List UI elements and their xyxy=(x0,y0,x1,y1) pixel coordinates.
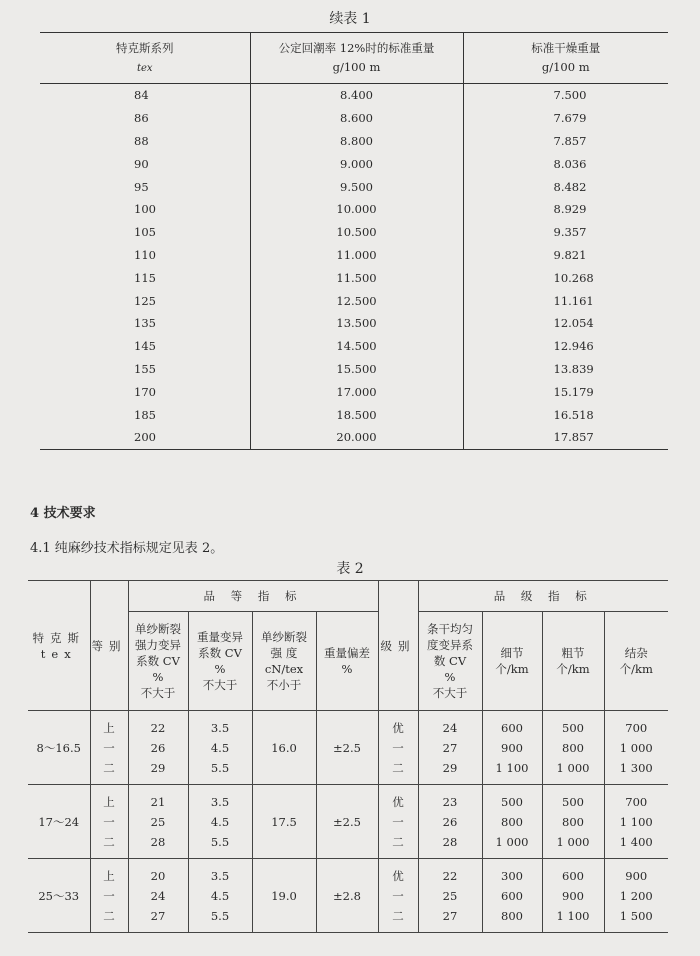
table2-cell-classes xyxy=(378,711,418,785)
table2-cell-weight-dev: ±2.8 xyxy=(316,859,378,933)
table2-cell-evenness-cv-value: 28 xyxy=(442,834,458,849)
table1-cell-dry-weight: 13.839 xyxy=(553,361,594,376)
table1-cell-dry-weight: 9.821 xyxy=(553,247,587,262)
table2-cell-thin-value: 500 xyxy=(501,794,523,809)
table1-header-dry-weight: 标准干燥重量 g/100 m xyxy=(463,33,668,84)
table1-header-tex: 特克斯系列 tex xyxy=(40,33,250,84)
table2-cell-classes-value: 一 xyxy=(392,740,404,755)
table2-cell-strength: 19.0 xyxy=(252,859,316,933)
table1-cell-tex: 200 xyxy=(40,426,250,449)
table2-cell-thick-value: 800 xyxy=(562,740,584,755)
table2-cell-evenness-cv xyxy=(418,785,482,859)
table2-header-strength-cv: 单纱断裂 强力变异 系数 CV % 不大于 xyxy=(128,612,188,711)
table2-cell-neps-value: 900 xyxy=(625,868,648,883)
table2-cell-thin-value: 600 xyxy=(501,888,523,903)
table2-cell-grades-value: 上 xyxy=(103,868,115,883)
table1-cell-dry-weight: 17.857 xyxy=(553,430,594,445)
table1-cell-tex: 110 xyxy=(40,244,250,267)
table-row xyxy=(40,426,668,449)
table1-cell-tex: 95 xyxy=(40,175,250,198)
table1-cell-dry-weight: 11.161 xyxy=(553,293,594,308)
table1-cell-std-weight: 17.000 xyxy=(250,380,463,403)
table1-cell-tex: 135 xyxy=(40,312,250,335)
table1-cell-std-weight: 13.500 xyxy=(250,312,463,335)
table2-cell-thin-value: 800 xyxy=(501,814,523,829)
table2-cell-evenness-cv-value: 23 xyxy=(442,794,458,809)
table2-cell-classes-value: 优 xyxy=(392,868,404,883)
table2-header-thick: 粗节 个/km xyxy=(542,612,604,711)
table2-cell-thin-value: 1 100 xyxy=(495,760,529,775)
table2-cell-weight-cv-value: 5.5 xyxy=(210,834,230,849)
table2-cell-neps-value: 700 xyxy=(625,720,648,735)
table1-cell-std-weight: 11.000 xyxy=(250,244,463,267)
table2-cell-neps xyxy=(604,859,668,933)
table1-cell-std-weight: 15.500 xyxy=(250,358,463,381)
table2-cell-strength-cv xyxy=(128,711,188,785)
table1-cell-dry-weight: 10.268 xyxy=(553,270,594,285)
table2-cell-grades-value: 一 xyxy=(103,814,115,829)
table1-cell-dry-weight: 7.679 xyxy=(553,111,587,126)
table1-cell-tex: 170 xyxy=(40,380,250,403)
table2-cell-weight-cv-value: 4.5 xyxy=(210,888,230,903)
table-row xyxy=(40,380,668,403)
table2-cell-thin xyxy=(482,785,542,859)
table1-cell-std-weight: 9.000 xyxy=(250,152,463,175)
table1-caption: 续表 1 xyxy=(329,11,371,27)
table-row xyxy=(28,785,668,859)
table-row xyxy=(40,358,668,381)
table2-cell-thin-value: 900 xyxy=(501,740,523,755)
table2-cell-thin xyxy=(482,711,542,785)
table2-cell-classes-value: 一 xyxy=(392,888,404,903)
table1-cell-tex: 185 xyxy=(40,403,250,426)
table2-cell-neps-value: 1 400 xyxy=(619,834,653,849)
table2-cell-weight-cv-value: 5.5 xyxy=(210,760,230,775)
table2-cell-thin xyxy=(482,859,542,933)
table2-cell-weight-cv-value: 3.5 xyxy=(210,720,230,735)
table2-cell-grades-value: 二 xyxy=(103,908,115,923)
table2-cell-weight-cv-value: 4.5 xyxy=(210,814,230,829)
table1-cell-dry-weight: 7.500 xyxy=(553,88,587,103)
table1-cell-std-weight: 8.800 xyxy=(250,130,463,153)
table2-cell-weight-cv-value: 3.5 xyxy=(210,794,230,809)
table-row xyxy=(40,130,668,153)
table-row xyxy=(40,84,668,107)
table2-cell-weight-cv-value: 3.5 xyxy=(210,868,230,883)
table1-cell-tex: 155 xyxy=(40,358,250,381)
table2-cell-grades-value: 上 xyxy=(103,794,115,809)
table2-cell-thick-value: 1 100 xyxy=(556,908,590,923)
table1-cell-tex: 84 xyxy=(40,84,250,107)
table1-cell-dry-weight: 8.036 xyxy=(553,156,587,171)
table2-cell-neps xyxy=(604,711,668,785)
table2-cell-classes xyxy=(378,859,418,933)
table2-cell-tex: 8～16.5 xyxy=(28,711,90,785)
table2-cell-weight-cv xyxy=(188,785,252,859)
table1-header-row xyxy=(40,33,668,84)
table2-cell-classes-value: 二 xyxy=(392,908,404,923)
table2-cell-classes-value: 二 xyxy=(392,760,404,775)
table-row xyxy=(40,152,668,175)
table2-cell-thick-value: 500 xyxy=(562,720,584,735)
table-row xyxy=(28,711,668,785)
table2-cell-strength-cv-value: 22 xyxy=(150,720,166,735)
table1-cell-std-weight: 8.600 xyxy=(250,107,463,130)
table2-cell-tex: 25～33 xyxy=(28,859,90,933)
table2-header-tex: 特克斯 tex xyxy=(28,581,90,711)
table1-cell-tex: 145 xyxy=(40,335,250,358)
table2-header-evenness-cv: 条干均匀 度变异系 数 CV % 不大于 xyxy=(418,612,482,711)
table2-cell-strength-cv-value: 24 xyxy=(150,888,166,903)
table2-cell-strength-cv-value: 20 xyxy=(150,868,166,883)
table2-cell-thick xyxy=(542,859,604,933)
table-row xyxy=(40,335,668,358)
table2-cell-evenness-cv-value: 26 xyxy=(442,814,458,829)
table-row xyxy=(40,175,668,198)
table2-cell-thin-value: 300 xyxy=(501,868,523,883)
table2-cell-weight-cv xyxy=(188,859,252,933)
table1-cell-dry-weight: 7.857 xyxy=(553,133,587,148)
table2-header-strength: 单纱断裂 强 度 cN/tex 不小于 xyxy=(252,612,316,711)
table2-cell-thick-value: 800 xyxy=(562,814,584,829)
table2-cell-grades xyxy=(90,785,128,859)
table2-cell-thin-value: 600 xyxy=(501,720,523,735)
table2-cell-grades-value: 二 xyxy=(103,834,115,849)
table1-cell-std-weight: 18.500 xyxy=(250,403,463,426)
table1-cell-dry-weight: 8.482 xyxy=(553,179,587,194)
table-row xyxy=(40,289,668,312)
table1-cell-dry-weight: 16.518 xyxy=(553,407,594,422)
table2-cell-neps-value: 1 300 xyxy=(619,760,653,775)
table1-cell-std-weight: 12.500 xyxy=(250,289,463,312)
table2-cell-weight-cv-value: 5.5 xyxy=(210,908,230,923)
table2-cell-strength: 17.5 xyxy=(252,785,316,859)
table2-cell-grades-value: 二 xyxy=(103,760,115,775)
table1-cell-std-weight: 14.500 xyxy=(250,335,463,358)
table2-cell-evenness-cv-value: 29 xyxy=(442,760,458,775)
table2-cell-classes xyxy=(378,785,418,859)
table2-header-weight-cv: 重量变异 系数 CV % 不大于 xyxy=(188,612,252,711)
table-row xyxy=(28,859,668,933)
table-row xyxy=(40,198,668,221)
table2-cell-weight-dev: ±2.5 xyxy=(316,711,378,785)
table2-cell-strength-cv-value: 29 xyxy=(150,760,166,775)
table2-cell-evenness-cv-value: 27 xyxy=(442,740,458,755)
table2-header-class: 级别 xyxy=(378,581,418,711)
table2-cell-tex: 17～24 xyxy=(28,785,90,859)
table1-cell-std-weight: 10.500 xyxy=(250,221,463,244)
table2-cell-strength-cv-value: 21 xyxy=(150,794,166,809)
table1 xyxy=(40,32,668,450)
table2-cell-thick-value: 600 xyxy=(562,868,584,883)
table2-cell-neps-value: 1 100 xyxy=(619,814,653,829)
table2-cell-evenness-cv-value: 24 xyxy=(442,720,458,735)
table2-cell-strength-cv xyxy=(128,859,188,933)
table2-cell-thick-value: 1 000 xyxy=(556,834,590,849)
table1-cell-dry-weight: 8.929 xyxy=(553,202,587,217)
table1-cell-dry-weight: 12.054 xyxy=(553,316,594,331)
table2-cell-grades-value: 一 xyxy=(103,888,115,903)
table2-cell-strength-cv-value: 27 xyxy=(150,908,166,923)
table1-cell-dry-weight: 15.179 xyxy=(553,384,594,399)
table-row xyxy=(40,403,668,426)
table2-header-grade: 等别 xyxy=(90,581,128,711)
table2-header-level-group: 品 级 指 标 xyxy=(418,581,668,612)
table2-cell-grades xyxy=(90,711,128,785)
table2-cell-strength-cv xyxy=(128,785,188,859)
table2-cell-strength: 16.0 xyxy=(252,711,316,785)
table2-cell-weight-dev: ±2.5 xyxy=(316,785,378,859)
table1-cell-tex: 86 xyxy=(40,107,250,130)
table2-cell-evenness-cv-value: 25 xyxy=(442,888,458,903)
table2-cell-evenness-cv xyxy=(418,711,482,785)
table2-cell-grades-value: 一 xyxy=(103,740,115,755)
table2-cell-classes-value: 优 xyxy=(392,720,404,735)
table2-cell-weight-cv-value: 4.5 xyxy=(210,740,230,755)
table2-header-group-row xyxy=(28,581,668,612)
table2-cell-classes-value: 一 xyxy=(392,814,404,829)
table1-cell-dry-weight: 12.946 xyxy=(553,339,594,354)
table2-cell-neps-value: 1 000 xyxy=(619,740,653,755)
table1-cell-tex: 105 xyxy=(40,221,250,244)
table2-cell-thin-value: 800 xyxy=(501,908,523,923)
table1-cell-std-weight: 11.500 xyxy=(250,266,463,289)
table2-header-neps: 结杂 个/km xyxy=(604,612,668,711)
table2-cell-strength-cv-value: 28 xyxy=(150,834,166,849)
table2-cell-neps-value: 700 xyxy=(625,794,648,809)
table-row xyxy=(40,266,668,289)
table2-cell-weight-cv xyxy=(188,711,252,785)
table-row xyxy=(40,107,668,130)
table1-cell-tex: 125 xyxy=(40,289,250,312)
table2-cell-grades xyxy=(90,859,128,933)
table2-cell-thick xyxy=(542,711,604,785)
table1-cell-std-weight: 8.400 xyxy=(250,84,463,107)
table2-cell-classes-value: 优 xyxy=(392,794,404,809)
table1-cell-dry-weight: 9.357 xyxy=(553,225,587,240)
table1-cell-tex: 90 xyxy=(40,152,250,175)
table2-cell-thick-value: 500 xyxy=(562,794,584,809)
section-text: 4.1 纯麻纱技术指标规定见表 2。 xyxy=(30,541,224,556)
table-row xyxy=(40,221,668,244)
table2-cell-evenness-cv-value: 22 xyxy=(442,868,458,883)
table1-header-std-weight: 公定回潮率 12%时的标准重量 g/100 m xyxy=(250,33,463,84)
table1-cell-tex: 100 xyxy=(40,198,250,221)
table2-cell-neps-value: 1 200 xyxy=(619,888,653,903)
table2-header-thin: 细节 个/km xyxy=(482,612,542,711)
table1-cell-tex: 115 xyxy=(40,266,250,289)
table2-header-quality-group: 品 等 指 标 xyxy=(128,581,378,612)
table1-cell-tex: 88 xyxy=(40,130,250,153)
section-heading: 4 技术要求 xyxy=(30,506,96,521)
table2-cell-thin-value: 1 000 xyxy=(495,834,529,849)
table2-cell-strength-cv-value: 25 xyxy=(150,814,166,829)
table1-cell-std-weight: 10.000 xyxy=(250,198,463,221)
table2-cell-strength-cv-value: 26 xyxy=(150,740,166,755)
table2-cell-thick xyxy=(542,785,604,859)
table-row xyxy=(40,244,668,267)
table1-cell-std-weight: 20.000 xyxy=(250,426,463,449)
table2-caption: 表 2 xyxy=(336,561,364,577)
table2-cell-neps-value: 1 500 xyxy=(619,908,653,923)
table2-cell-thick-value: 1 000 xyxy=(556,760,590,775)
table2-cell-evenness-cv xyxy=(418,859,482,933)
table2-cell-evenness-cv-value: 27 xyxy=(442,908,458,923)
table-row xyxy=(40,312,668,335)
table2-cell-neps xyxy=(604,785,668,859)
table2-cell-thick-value: 900 xyxy=(562,888,584,903)
table2-cell-classes-value: 二 xyxy=(392,834,404,849)
table2 xyxy=(28,580,668,933)
table2-header-weight-dev: 重量偏差 % xyxy=(316,612,378,711)
table2-cell-grades-value: 上 xyxy=(103,720,115,735)
table1-cell-std-weight: 9.500 xyxy=(250,175,463,198)
